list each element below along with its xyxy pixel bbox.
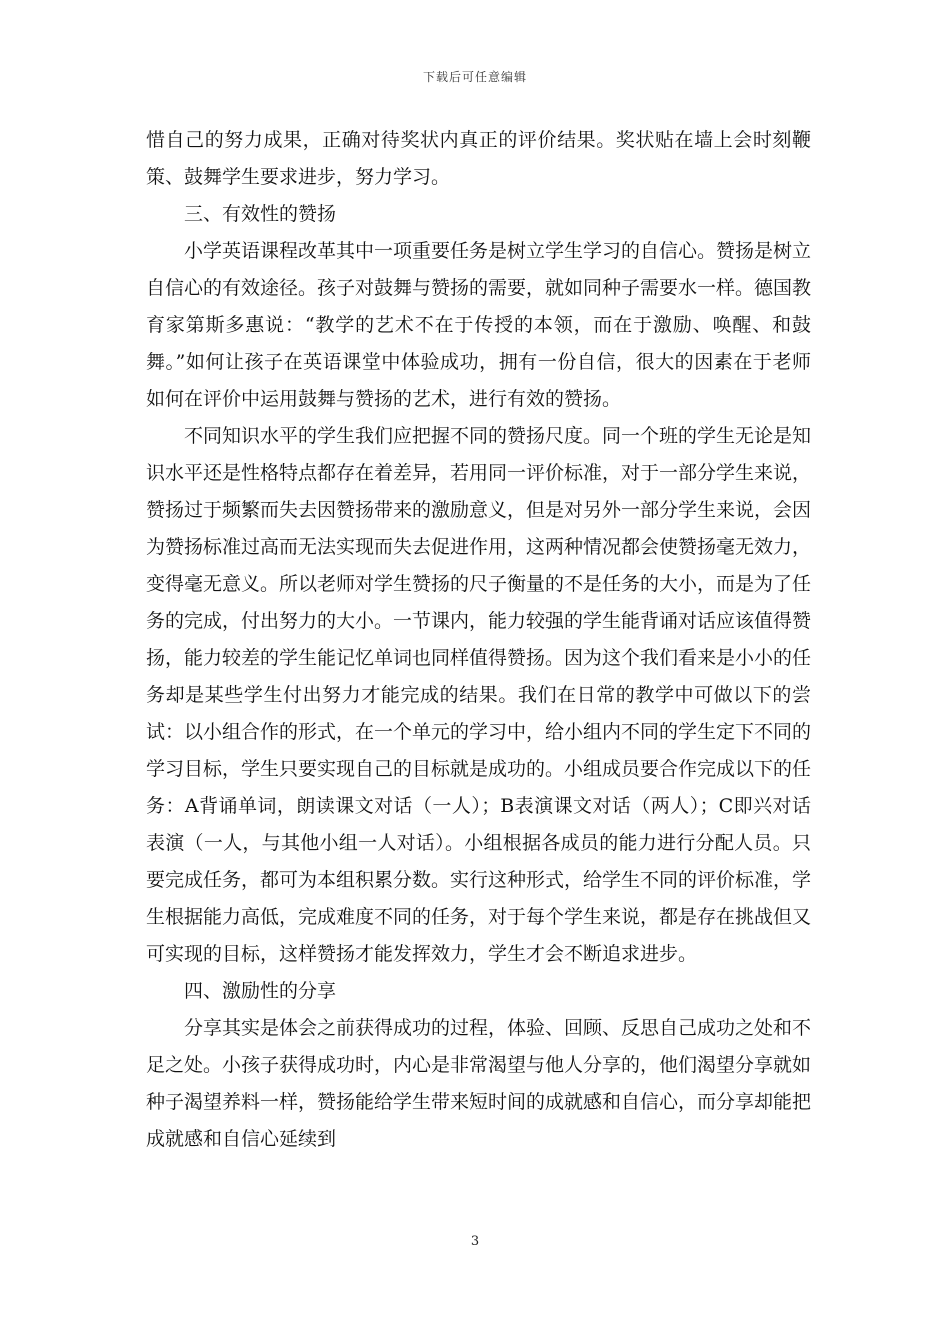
paragraph-sharing: 分享其实是体会之前获得成功的过程，体验、回顾、反思自己成功之处和不足之处。小孩子获得成功时，内心是非常渴望与他人分享的，他们渴望分享就如种子渴望养料一样，赞扬能给学生带来短时间的成就感和自信心，而分享却能把成就感和自信心延续到: [146, 1017, 812, 1150]
document-body: [146, 122, 811, 1158]
page-header: 下载后可任意编辑: [422, 70, 527, 84]
paragraph-praise-scale: 不同知识水平的学生我们应把握不同的赞扬尺度。同一个班的学生无论是知识水平还是性格特点都存在着差异，若用同一评价标准，对于一部分学生来说，赞扬过于频繁而失去因赞扬带来的激励意义，但是对另外一部分学生来说，会因为赞扬标准过高而无法实现而失去促进作用，这两种情况都会使赞扬毫无效力，变得毫无意义。所以老师对学生赞扬的尺子衡量的不是任务的大小，而是为了任务的完成，付出努力的大小。一节课内，能力较强的学生能背诵对话应该值得赞扬，能力较差的学生能记忆单词也同样值得赞扬。因为这个我们看来是小小的任务却是某些学生付出努力才能完成的结果。我们在日常的教学中可做以下的尝试：以小组合作的形式，在一个单元的学习中，给小组内不同的学生定下不同的学习目标，学生只要实现自己的目标就是成功的。小组成员要合作完成以下的任务：A背诵单词，朗读课文对话（一人）；B表演课文对话（两人）；C即兴对话表演（一人，与其他小组一人对话）。小组根据各成员的能力进行分配人员。只要完成任务，都可为本组积累分数。实行这种形式，给学生不同的评价标准，学生根据能力高低，完成难度不同的任务，对于每个学生来说，都是存在挑战但又可实现的目标，这样赞扬才能发挥效力，学生才会不断追求进步。: [146, 425, 812, 965]
paragraph-praise-intro: 小学英语课程改革其中一项重要任务是树立学生学习的自信心。赞扬是树立自信心的有效途径。孩子对鼓舞与赞扬的需要，就如同种子需要水一样。德国教育家第斯多惠说：“教学的艺术不在于传授的本领，而在于激励、唤醒、和鼓舞。”如何让孩子在英语课堂中体验成功，拥有一份自信，很大的因素在于老师如何在评价中运用鼓舞与赞扬的艺术，进行有效的赞扬。: [146, 240, 812, 410]
section-heading-three: 三、有效性的赞扬: [184, 203, 337, 225]
page-number: 3: [470, 1234, 480, 1249]
section-heading-four: 四、激励性的分享: [184, 980, 337, 1002]
paragraph-continuation: 惜自己的努力成果，正确对待奖状内真正的评价结果。奖状贴在墙上会时刻鞭策、鼓舞学生要求进步，努力学习。: [146, 129, 811, 188]
